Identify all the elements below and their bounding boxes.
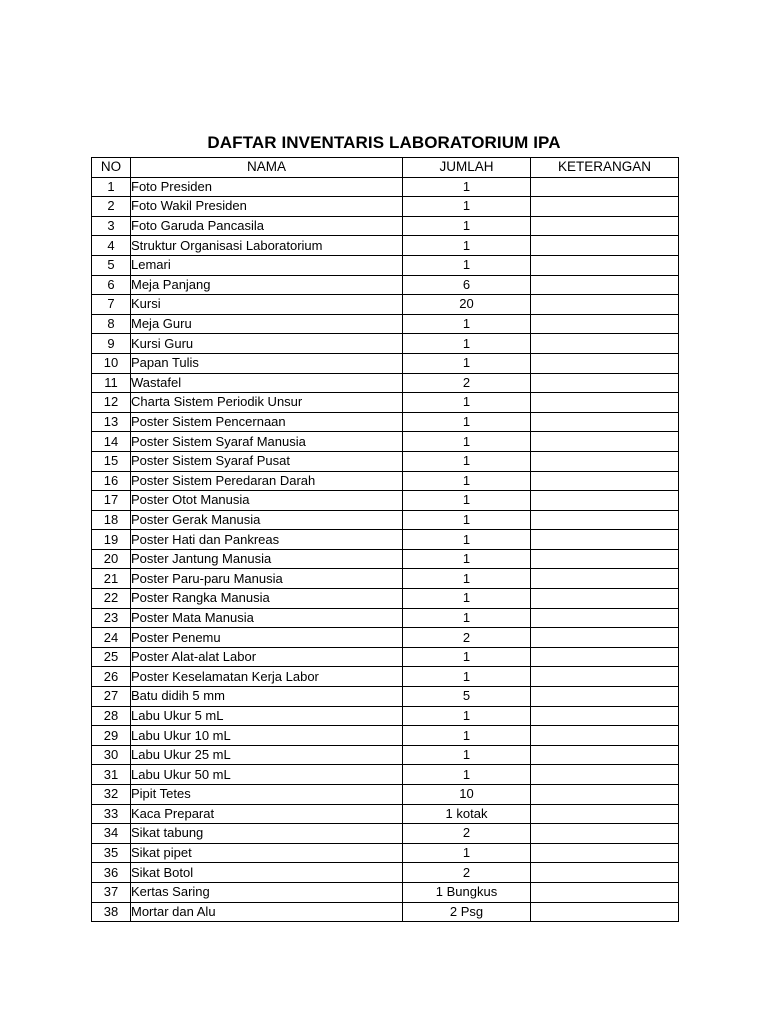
cell-keterangan [531,706,679,726]
cell-jumlah: 1 [403,647,531,667]
cell-jumlah: 1 [403,491,531,511]
cell-nama: Poster Alat-alat Labor [131,647,403,667]
cell-nama: Poster Penemu [131,628,403,648]
cell-jumlah: 1 [403,608,531,628]
cell-no: 37 [92,882,131,902]
table-row [92,255,679,275]
cell-keterangan [531,843,679,863]
cell-keterangan [531,353,679,373]
cell-nama: Foto Wakil Presiden [131,197,403,217]
inventory-table [91,157,679,922]
cell-keterangan [531,393,679,413]
table-row [92,353,679,373]
cell-nama: Mortar dan Alu [131,902,403,922]
cell-jumlah: 1 [403,197,531,217]
table-row [92,177,679,197]
cell-keterangan [531,471,679,491]
cell-keterangan [531,373,679,393]
cell-no: 32 [92,785,131,805]
cell-keterangan [531,824,679,844]
cell-no: 1 [92,177,131,197]
cell-no: 27 [92,687,131,707]
cell-keterangan [531,667,679,687]
table-row [92,824,679,844]
table-row [92,432,679,452]
cell-keterangan [531,216,679,236]
cell-jumlah: 10 [403,785,531,805]
cell-keterangan [531,432,679,452]
cell-keterangan [531,197,679,217]
cell-jumlah: 1 [403,706,531,726]
cell-jumlah: 1 [403,216,531,236]
cell-jumlah: 1 [403,412,531,432]
cell-nama: Pipit Tetes [131,785,403,805]
cell-nama: Poster Hati dan Pankreas [131,530,403,550]
cell-jumlah: 1 [403,334,531,354]
cell-nama: Labu Ukur 5 mL [131,706,403,726]
table-row [92,608,679,628]
table-row [92,843,679,863]
cell-keterangan [531,255,679,275]
table-body [92,177,679,922]
cell-no: 31 [92,765,131,785]
cell-no: 22 [92,589,131,609]
cell-no: 17 [92,491,131,511]
cell-nama: Foto Presiden [131,177,403,197]
table-row [92,314,679,334]
cell-keterangan [531,177,679,197]
cell-keterangan [531,882,679,902]
cell-keterangan [531,491,679,511]
cell-jumlah: 1 [403,589,531,609]
table-row [92,902,679,922]
cell-no: 14 [92,432,131,452]
header-keterangan: KETERANGAN [531,158,679,178]
table-row [92,236,679,256]
cell-nama: Poster Sistem Pencernaan [131,412,403,432]
cell-no: 8 [92,314,131,334]
cell-no: 29 [92,726,131,746]
cell-nama: Poster Sistem Syaraf Pusat [131,451,403,471]
cell-jumlah: 2 [403,373,531,393]
header-jumlah: JUMLAH [403,158,531,178]
cell-keterangan [531,726,679,746]
cell-nama: Poster Mata Manusia [131,608,403,628]
table-row [92,530,679,550]
cell-keterangan [531,295,679,315]
table-row [92,706,679,726]
cell-no: 36 [92,863,131,883]
table-row [92,687,679,707]
cell-keterangan [531,647,679,667]
cell-no: 20 [92,549,131,569]
cell-keterangan [531,530,679,550]
table-row [92,589,679,609]
cell-nama: Labu Ukur 50 mL [131,765,403,785]
cell-jumlah: 2 Psg [403,902,531,922]
table-row [92,785,679,805]
cell-jumlah: 5 [403,687,531,707]
cell-no: 26 [92,667,131,687]
cell-jumlah: 1 [403,765,531,785]
cell-jumlah: 1 [403,314,531,334]
cell-jumlah: 1 [403,530,531,550]
cell-no: 24 [92,628,131,648]
table-row [92,216,679,236]
cell-keterangan [531,804,679,824]
cell-jumlah: 1 kotak [403,804,531,824]
cell-jumlah: 1 Bungkus [403,882,531,902]
cell-no: 6 [92,275,131,295]
cell-no: 35 [92,843,131,863]
cell-no: 9 [92,334,131,354]
cell-no: 28 [92,706,131,726]
cell-nama: Labu Ukur 10 mL [131,726,403,746]
cell-jumlah: 1 [403,569,531,589]
table-row [92,765,679,785]
cell-nama: Labu Ukur 25 mL [131,745,403,765]
cell-no: 33 [92,804,131,824]
cell-no: 2 [92,197,131,217]
cell-no: 3 [92,216,131,236]
table-row [92,334,679,354]
cell-no: 5 [92,255,131,275]
cell-jumlah: 1 [403,843,531,863]
cell-nama: Kaca Preparat [131,804,403,824]
table-row [92,667,679,687]
table-row [92,726,679,746]
cell-jumlah: 1 [403,353,531,373]
cell-no: 38 [92,902,131,922]
table-header-row [92,158,679,178]
cell-no: 13 [92,412,131,432]
cell-jumlah: 1 [403,432,531,452]
table-row [92,882,679,902]
table-row [92,491,679,511]
cell-jumlah: 1 [403,255,531,275]
cell-keterangan [531,765,679,785]
cell-keterangan [531,608,679,628]
cell-nama: Wastafel [131,373,403,393]
cell-nama: Kertas Saring [131,882,403,902]
cell-nama: Struktur Organisasi Laboratorium [131,236,403,256]
header-no: NO [92,158,131,178]
cell-nama: Poster Sistem Peredaran Darah [131,471,403,491]
cell-nama: Papan Tulis [131,353,403,373]
cell-nama: Sikat tabung [131,824,403,844]
cell-keterangan [531,314,679,334]
cell-jumlah: 2 [403,863,531,883]
cell-nama: Poster Paru-paru Manusia [131,569,403,589]
cell-no: 25 [92,647,131,667]
cell-no: 11 [92,373,131,393]
table-row [92,745,679,765]
cell-nama: Kursi [131,295,403,315]
cell-nama: Kursi Guru [131,334,403,354]
table-row [92,569,679,589]
table-row [92,804,679,824]
cell-keterangan [531,902,679,922]
cell-nama: Batu didih 5 mm [131,687,403,707]
header-nama: NAMA [131,158,403,178]
cell-keterangan [531,236,679,256]
table-row [92,412,679,432]
cell-nama: Sikat Botol [131,863,403,883]
cell-jumlah: 1 [403,745,531,765]
table-row [92,393,679,413]
cell-no: 7 [92,295,131,315]
cell-nama: Poster Otot Manusia [131,491,403,511]
table-row [92,863,679,883]
cell-keterangan [531,589,679,609]
cell-nama: Foto Garuda Pancasila [131,216,403,236]
document-title: DAFTAR INVENTARIS LABORATORIUM IPA [207,133,561,152]
cell-jumlah: 1 [403,177,531,197]
cell-no: 4 [92,236,131,256]
table-row [92,373,679,393]
table-row [92,647,679,667]
cell-no: 10 [92,353,131,373]
cell-keterangan [531,569,679,589]
cell-keterangan [531,745,679,765]
table-row [92,510,679,530]
table-row [92,549,679,569]
table-row [92,197,679,217]
cell-nama: Poster Keselamatan Kerja Labor [131,667,403,687]
cell-jumlah: 1 [403,471,531,491]
cell-no: 16 [92,471,131,491]
cell-no: 30 [92,745,131,765]
cell-keterangan [531,863,679,883]
cell-jumlah: 2 [403,628,531,648]
cell-jumlah: 1 [403,393,531,413]
cell-nama: Poster Rangka Manusia [131,589,403,609]
cell-keterangan [531,785,679,805]
cell-no: 19 [92,530,131,550]
cell-keterangan [531,275,679,295]
table-row [92,295,679,315]
cell-no: 21 [92,569,131,589]
cell-keterangan [531,628,679,648]
cell-no: 18 [92,510,131,530]
cell-nama: Poster Gerak Manusia [131,510,403,530]
cell-keterangan [531,451,679,471]
cell-keterangan [531,549,679,569]
table-row [92,628,679,648]
cell-no: 15 [92,451,131,471]
table-row [92,471,679,491]
cell-jumlah: 1 [403,510,531,530]
cell-nama: Lemari [131,255,403,275]
table-row [92,451,679,471]
cell-nama: Charta Sistem Periodik Unsur [131,393,403,413]
cell-jumlah: 1 [403,667,531,687]
cell-no: 34 [92,824,131,844]
cell-jumlah: 6 [403,275,531,295]
cell-keterangan [531,510,679,530]
cell-keterangan [531,412,679,432]
cell-keterangan [531,687,679,707]
cell-jumlah: 1 [403,236,531,256]
cell-jumlah: 1 [403,549,531,569]
cell-nama: Poster Jantung Manusia [131,549,403,569]
cell-nama: Sikat pipet [131,843,403,863]
cell-no: 12 [92,393,131,413]
cell-jumlah: 1 [403,451,531,471]
cell-nama: Meja Guru [131,314,403,334]
cell-no: 23 [92,608,131,628]
cell-nama: Meja Panjang [131,275,403,295]
cell-jumlah: 20 [403,295,531,315]
cell-nama: Poster Sistem Syaraf Manusia [131,432,403,452]
cell-jumlah: 2 [403,824,531,844]
cell-jumlah: 1 [403,726,531,746]
cell-keterangan [531,334,679,354]
table-row [92,275,679,295]
